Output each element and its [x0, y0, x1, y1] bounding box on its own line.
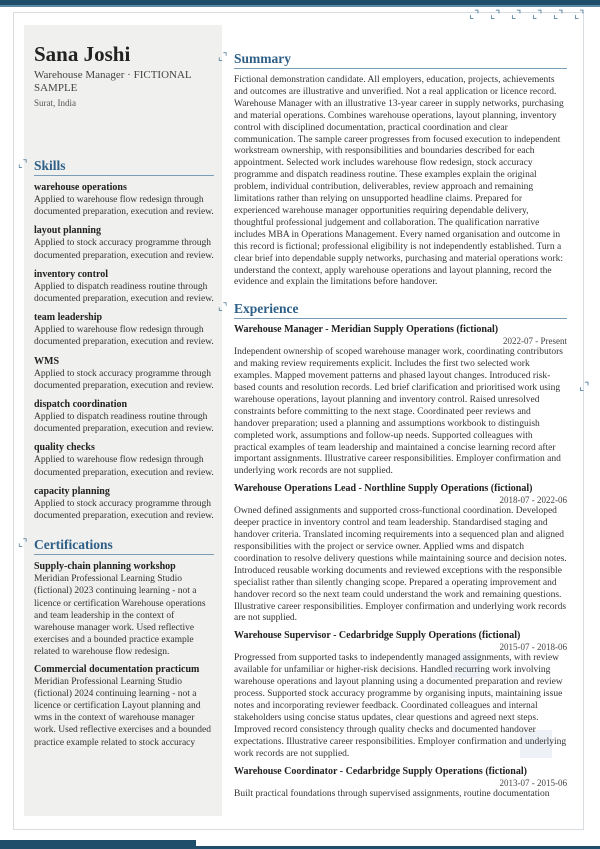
skill-item	[34, 399, 214, 435]
skill-name: team leadership	[34, 312, 103, 324]
certification-name: Commercial documentation practicum	[34, 663, 200, 675]
job-entry	[234, 324, 567, 478]
candidate-location: Surat, India	[34, 98, 76, 108]
skill-name: WMS	[34, 355, 59, 367]
skill-description: Applied to stock accuracy programme through documented preparation, execution and review.	[34, 498, 214, 522]
skill-item	[34, 356, 214, 392]
skill-name: capacity planning	[34, 485, 110, 497]
sidebar	[18, 25, 222, 816]
skills-heading	[18, 158, 214, 176]
summary-heading	[218, 51, 567, 69]
corner-ornament-icon: ⌞⌝	[574, 8, 585, 21]
candidate-name: Sana Joshi	[34, 42, 131, 66]
experience-heading-label: Experience	[234, 301, 299, 317]
job-entry	[234, 630, 567, 760]
corner-ornament-icon: ⌞⌝	[553, 8, 564, 21]
skill-name: inventory control	[34, 268, 108, 280]
skill-description: Applied to dispatch readiness routine through documented preparation, execution and review.	[34, 412, 214, 435]
corner-ornament-icon: ⌞⌝	[532, 8, 543, 21]
job-entry	[234, 766, 567, 801]
skill-name: warehouse operations	[34, 182, 127, 193]
skill-item	[34, 442, 214, 478]
certification-description: Meridian Professional Learning Studio (fictional) 2023 continuing learning - not a licence or certification Warehouse operations and team leadership in the context of warehouse manager work. Used reflective exercises and a bounded practice example related to warehouse flow redesign.	[34, 574, 206, 658]
main-content	[218, 51, 567, 805]
job-entry	[234, 483, 567, 625]
experience-list	[234, 324, 567, 800]
certification-description: Meridian Professional Learning Studio (fictional) 2024 continuing learning - not a licence or certification Layout planning and wms in the context of warehouse manager work. Used reflective exercises and a bounded practice example related to stock accuracy	[34, 676, 211, 748]
skills-list	[34, 182, 214, 522]
skill-name: layout planning	[34, 225, 101, 237]
skill-item	[34, 486, 214, 522]
top-accent-stripe	[0, 5, 600, 7]
job-title: Warehouse Coordinator - Cedarbridge Supply Operations (fictional)	[234, 765, 527, 777]
skill-item	[34, 225, 214, 261]
job-description: Progressed from supported tasks to independently managed assignments, with review available for unfamiliar or higher-risk decisions. Handled recurring work involving warehouse operations and layout planning using a documented preparation and review process. Supported stock accuracy programme by organising inputs, maintaining issue notes and incorporating reviewer feedback. Coordinated colleagues and internal stakeholders using concise status updates, clear questions and agreed next steps. Improved record consistency through quality checks and documented handover expectations. Illustrative career responsibilities. Employer confirmation and underlying work records are not supplied.	[234, 653, 567, 759]
section-marker-icon: ⌞⌝	[18, 159, 28, 170]
section-marker-icon: ⌞⌝	[18, 538, 28, 550]
job-description: Independent ownership of scoped warehouse manager work, coordinating contributors and making review requirements explicit. Includes the first two selected work examples. Mapped movement patterns and phased layout changes. Introduced risk-based counts and resolution records. Led brief clarification and prioritised work using warehouse operations, layout planning and inventory control. Raised unresolved constraints before committing to the next stage. Coordinated peer reviews and handover preparation; used a planning and assumptions workbook to distinguish completed work, assumptions and follow-up needs. Supported colleagues with practical examples of team leadership and maintained a concise learning record after important assignments. Illustrative career responsibilities. Employer confirmation and underlying work records are not supplied.	[234, 347, 563, 477]
skill-description: Applied to warehouse flow redesign through documented preparation, execution and review.	[34, 195, 214, 218]
skill-description: Applied to stock accuracy programme through documented preparation, execution and review.	[34, 368, 214, 391]
skill-description: Applied to warehouse flow redesign through documented preparation, execution and review.	[34, 455, 214, 478]
summary-text: Fictional demonstration candidate. All employers, education, projects, achievements and outcomes are illustrative and unverified. Not a real application or licence record. Warehouse Manager with an illustrative 13-year career in supply networks, purchasing and material operations. Combines warehouse operations, layout planning, inventory control with disciplined documentation, practical coordination and clear communication. The sample career progresses from focused execution to independent workstream ownership, with responsibilities and boundaries described for each appointment. Selected work includes warehouse flow redesign, stock accuracy programme and dispatch readiness routine. These examples explain the original problem, individual contribution, deliverables, review approach and remaining limitations rather than relying on unsupported headline claims. Prepared for experienced warehouse manager opportunities requiring dependable delivery, thoughtful professional judgement and collaboration. The qualification narrative includes MBA in Operations Management. Every named organisation and outcome in this record is fictional; professional eligibility is not independently established. Turn a clear brief into dependable supply networks, purchasing and material operations work: understand the context, apply warehouse operations and layout planning, record the evidence and explain the limitations before handover.	[234, 75, 564, 288]
job-dates: 2013-07 - 2015-06	[499, 777, 567, 788]
corner-ornament-icon: ⌞⌝	[469, 8, 480, 21]
corner-ornament-icon: ⌞⌝	[511, 8, 522, 21]
certifications-heading-label: Certifications	[34, 537, 113, 553]
certifications-list	[34, 561, 214, 749]
job-dates: 2018-07 - 2022-06	[499, 495, 567, 506]
corner-ornament-icon: ⌞⌝	[490, 8, 501, 21]
job-description: Built practical foundations through supervised assignments, routine documentation	[234, 788, 550, 799]
section-marker-icon: ⌞⌝	[218, 302, 228, 314]
job-title: Warehouse Supervisor - Cedarbridge Supply Operations (fictional)	[234, 630, 521, 642]
candidate-role: Warehouse Manager · FICTIONAL SAMPLE	[34, 69, 192, 94]
corner-ornament-icon: ⌞⌝	[579, 380, 590, 393]
job-title: Warehouse Manager - Meridian Supply Operations (fictional)	[234, 324, 499, 336]
job-dates: 2015-07 - 2018-06	[499, 642, 567, 653]
skill-description: Applied to dispatch readiness routine through documented preparation, execution and review.	[34, 281, 214, 305]
job-dates: 2022-07 - Present	[503, 336, 567, 347]
skill-description: Applied to warehouse flow redesign through documented preparation, execution and review.	[34, 325, 214, 348]
certification-item	[34, 561, 214, 658]
certification-name: Supply-chain planning workshop	[34, 561, 176, 573]
skill-description: Applied to stock accuracy programme through documented preparation, execution and review.	[34, 238, 214, 261]
skill-name: dispatch coordination	[34, 399, 128, 411]
job-title: Warehouse Operations Lead - Northline Supply Operations (fictional)	[234, 483, 533, 495]
skill-item	[34, 269, 214, 305]
skills-heading-label: Skills	[34, 158, 66, 173]
summary-heading-label: Summary	[234, 51, 291, 66]
skill-item	[34, 182, 214, 218]
experience-heading	[218, 301, 567, 319]
skill-item	[34, 312, 214, 348]
decorative-glyph-row	[469, 9, 586, 21]
section-marker-icon: ⌞⌝	[218, 52, 228, 63]
certifications-heading	[18, 537, 214, 555]
job-description: Owned defined assignments and supported cross-functional coordination. Developed deeper practice in inventory control and team leadership. Standardised staging and handover criteria. Translated incoming requirements into a sequenced plan and aligned responsibilities with the project or service owner. Applied wms and dispatch coordination to resolve delivery questions while maintaining source and decision notes. Introduced reusable working documents and reviewed exceptions with the responsible specialist rather than silently changing scope. Prepared a operating improvement and handover record so the next team could understand the work and remaining questions. Illustrative career responsibilities. Employer confirmation and underlying work records are not supplied.	[234, 506, 567, 624]
skill-name: quality checks	[34, 442, 95, 454]
certification-item	[34, 664, 214, 749]
